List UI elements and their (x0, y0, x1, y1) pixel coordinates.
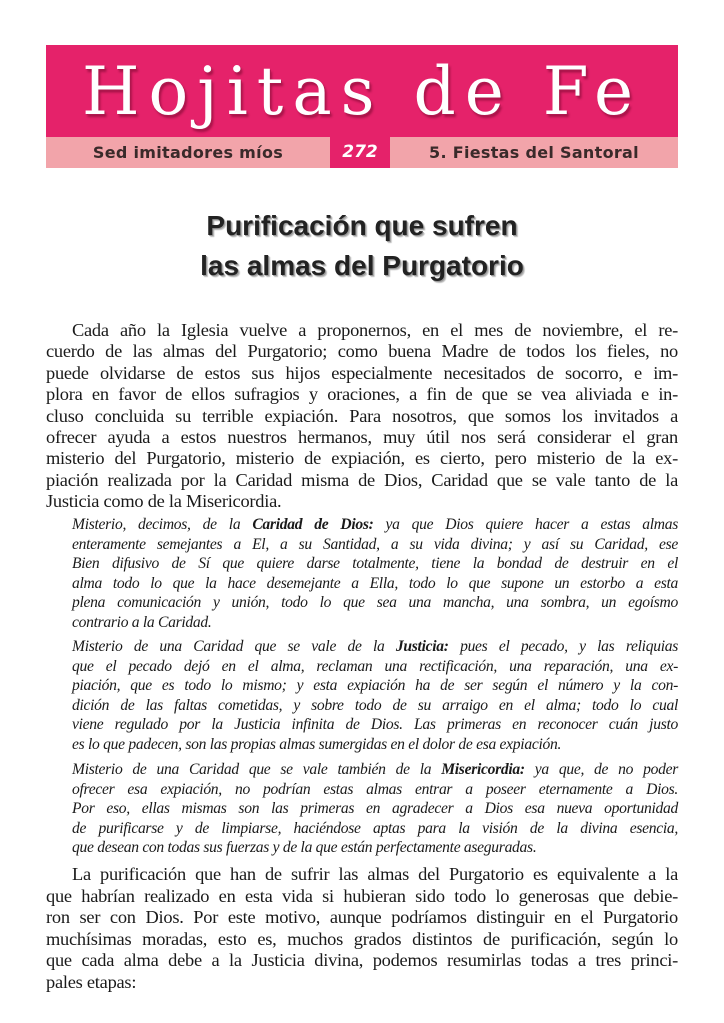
emphasis: Caridad de Dios: (252, 516, 374, 533)
closing-paragraph (46, 864, 678, 994)
text-line: piación realizada por la Caridad misma de Dios, Caridad que se vale tanto de la (46, 469, 678, 490)
text-line: misterio del Purgatorio, misterio de expiación, es cierto, pero misterio de la ex- (46, 448, 678, 469)
emphasis: Justicia: (395, 638, 449, 655)
text: ya que Dios quiere hacer a estas almas (373, 516, 678, 533)
text-line: viene regulado por la Justicia infinita de Dios. Las primeras en reconocer cuán justo (72, 716, 678, 733)
text-line: que cada alma debe a la Justicia divina, podemos resumirlas todas a tres princi- (46, 950, 678, 971)
intro-paragraph (46, 320, 678, 513)
issue-number: 272 (342, 142, 378, 162)
series-label: Sed imitadores míos (46, 137, 330, 168)
text-line: cluso concluida su terrible expiación. Para nosotros, que somos los invitados a (46, 405, 678, 426)
text-line: alma todo lo que la hace desemejante a Ella, todo lo que supone un estorbo a esta (72, 574, 678, 592)
masthead-title: Hojitas de Fe (81, 53, 643, 130)
text-line: enteramente semejantes a El, a su Santidad, a su vida divina; y así su Caridad, ese (72, 535, 678, 553)
text-line: es lo que padecen, son las propias almas sumergidas en el dolor de esa expiación. (72, 735, 562, 753)
text-line: puede olvidarse de estos sus hijos especialmente necesitados de socorro, e im- (46, 362, 678, 383)
article-title (46, 206, 678, 286)
text-line: pales etapas: (46, 971, 137, 992)
text-line: Bien difusivo de Sí que quiere darse totalmente, tiene la bondad de destruir en el (72, 555, 678, 572)
text-line: ron ser con Dios. Por este motivo, aunque podríamos distinguir en el Purgatorio (46, 907, 678, 928)
text: Misterio de una Caridad que se vale también de la (72, 761, 442, 778)
text-line: de purificarse y de limpiarse, haciéndose aptas para la visión de la divina esencia, (72, 819, 678, 837)
text-line: que habrían realizado en esta vida si hubieran sido todo lo generosas que debie- (46, 885, 678, 906)
text-line: cuerdo de las almas del Purgatorio; como buena Madre de todos los fieles, no (46, 341, 678, 362)
text-line: muchísimas moradas, esto es, muchos grados distintos de purificación, según lo (46, 928, 678, 949)
text-line: que desean con todas sus fuerzas y de la que están perfectamente aseguradas. (72, 839, 537, 856)
quote-first-line (72, 637, 678, 657)
text: Misterio de una Caridad que se vale de la (72, 638, 396, 655)
text-line: Cada año la Iglesia vuelve a proponernos, en el mes de noviembre, el re- (72, 320, 678, 340)
text-line: ofrecer esa expiación, no podrían estas almas entrar a poseer eternamente a Dios. (72, 780, 678, 798)
text-line: La purificación que han de sufrir las almas del Purgatorio es equivalente a la (72, 864, 678, 884)
text-line: plora en favor de ellos sufragios y oraciones, a fin de que se vea aliviada e in- (46, 384, 678, 405)
text: pues el pecado, y las reliquias (448, 638, 678, 655)
text-line: dición de las faltas cometidas, y sobre todo de su arraigo en el alma; todo lo cual (72, 696, 678, 714)
article-title-line-1: Purificación que sufren (206, 210, 518, 241)
emphasis: Misericordia: (441, 761, 525, 778)
text-line: Por eso, ellas mismas son las primeras en agradecer a Dios esa nueva oportunidad (72, 800, 678, 817)
text-line: Justicia como de la Misericordia. (46, 491, 282, 512)
section-label: 5. Fiestas del Santoral (390, 137, 678, 168)
quote-misericordia (72, 760, 678, 858)
quote-first-line (72, 760, 678, 780)
text-line: que el pecado dejó en el alma, reclaman una rectificación, una reparación, una ex- (72, 657, 678, 675)
article-title-line-2: las almas del Purgatorio (200, 250, 524, 281)
text: Misterio, decimos, de la (72, 516, 253, 533)
masthead-banner (46, 45, 678, 168)
text-line: plena comunicación y unión, todo lo que sea una mancha, una sombra, un egoísmo (72, 594, 678, 611)
quote-justicia (72, 637, 678, 754)
text-line: piación, que es todo lo mismo; y esta expiación ha de ser según el número y la con- (72, 677, 678, 694)
quote-first-line (72, 515, 678, 535)
text: ya que, de no poder (524, 761, 678, 778)
quote-caridad (72, 515, 678, 632)
text-line: ofrecer ayuda a estos nuestros hermanos, muy útil nos será considerar el gran (46, 427, 678, 448)
text-line: contrario a la Caridad. (72, 613, 212, 631)
